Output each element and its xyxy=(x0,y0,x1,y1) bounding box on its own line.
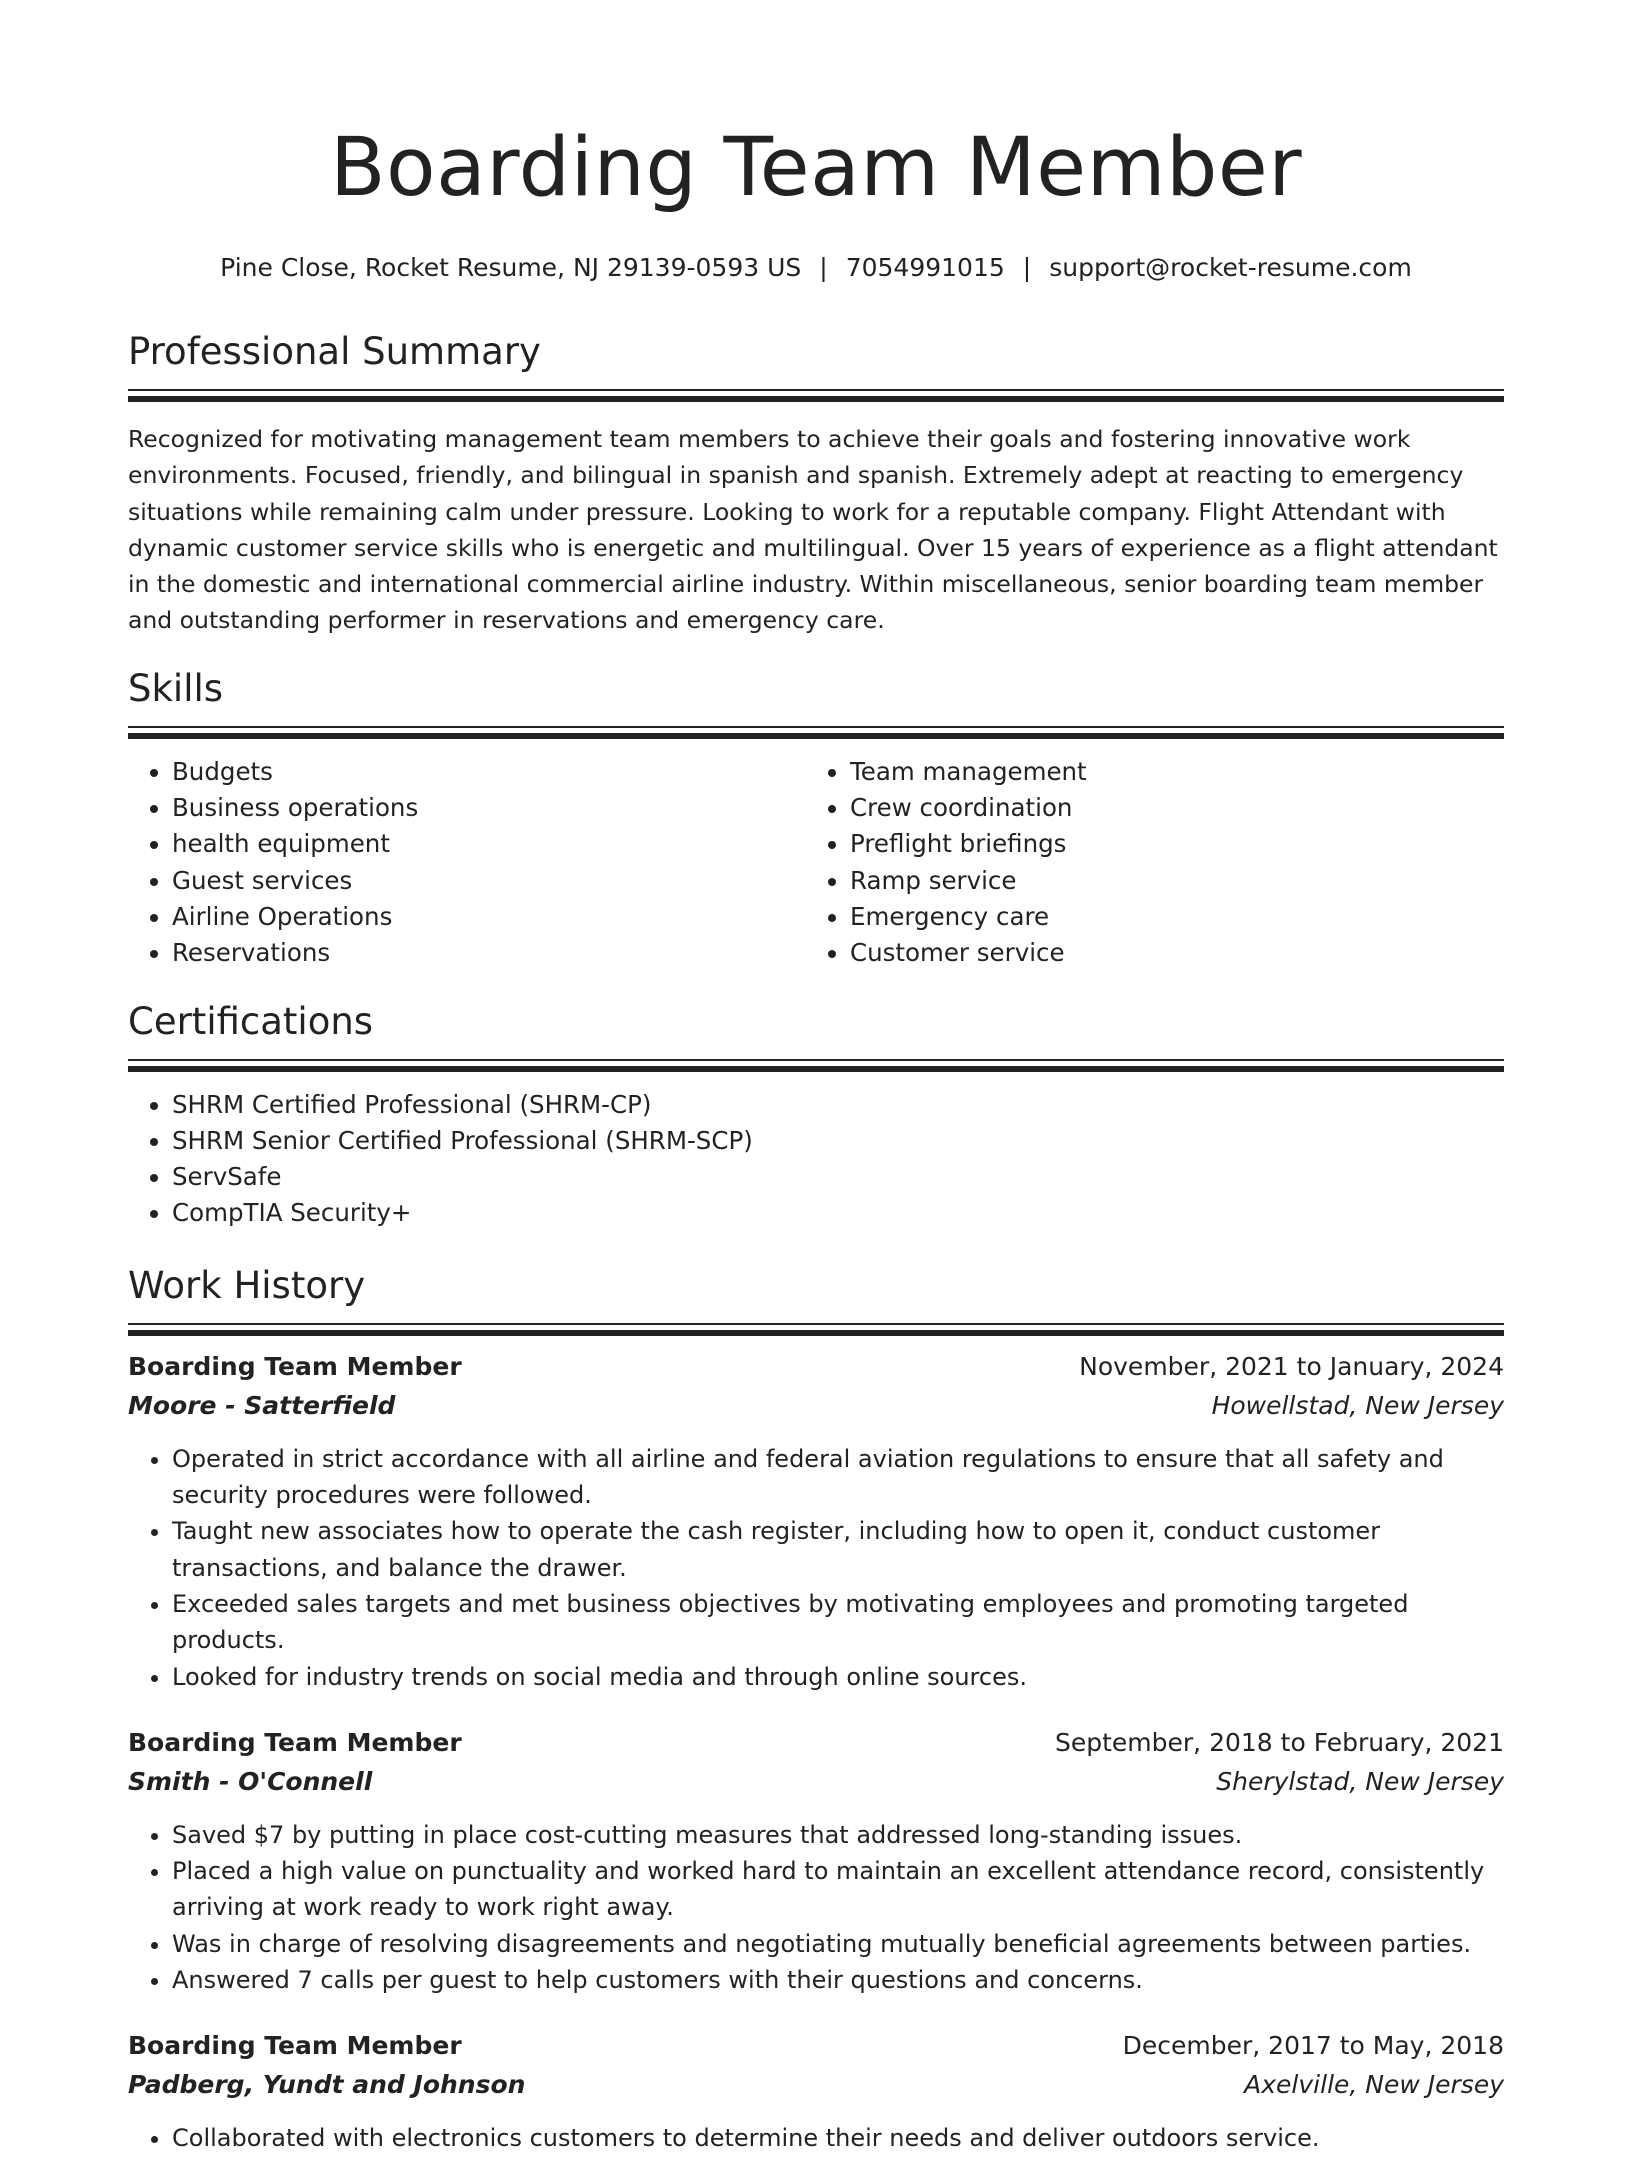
job-company-row xyxy=(128,2065,1504,2104)
skill-item: • Preflight briefings xyxy=(850,826,1484,862)
certification-item: • CompTIA Security+ xyxy=(172,1195,1504,1231)
skill-item: • Business operations xyxy=(172,790,806,826)
resume-page xyxy=(128,0,1504,2157)
section-heading-summary: Professional Summary xyxy=(128,330,541,373)
job-entry xyxy=(128,2026,1504,2156)
professional-summary-section xyxy=(128,328,1504,639)
job-bullet: • Collaborated with electronics customers to determine their needs and deliver outdoors service. xyxy=(172,2120,1504,2156)
job-entry xyxy=(128,1723,1504,1998)
section-heading-skills: Skills xyxy=(128,666,224,710)
certification-item: • SHRM Certified Professional (SHRM-CP) xyxy=(172,1087,1504,1123)
job-title: Boarding Team Member xyxy=(128,2031,462,2061)
job-bullet: • Placed a high value on punctuality and worked hard to maintain an excellent attendance record, consistently arriving at work ready to work right away. xyxy=(172,1853,1504,1926)
section-heading-work-history: Work History xyxy=(128,1263,366,1307)
skill-item: • Budgets xyxy=(172,754,806,790)
job-location: Sherylstad, New Jersey xyxy=(1216,1766,1504,1796)
job-bullet: • Looked for industry trends on social media and through online sources. xyxy=(172,1659,1504,1695)
job-company: Padberg, Yundt and Johnson xyxy=(128,2070,526,2100)
job-company-row xyxy=(128,1386,1504,1425)
job-location: Axelville, New Jersey xyxy=(1244,2070,1504,2100)
job-bullet-list xyxy=(128,1817,1504,1998)
job-company: Smith - O'Connell xyxy=(128,1766,373,1796)
contact-separator: | xyxy=(819,253,828,282)
contact-address: Pine Close, Rocket Resume, NJ 29139-0593 US xyxy=(220,253,802,282)
contact-separator: | xyxy=(1022,253,1032,282)
skill-item: • Crew coordination xyxy=(850,790,1484,826)
job-dates: November, 2021 to January, 2024 xyxy=(1079,1351,1504,1381)
job-bullet: • Taught new associates how to operate the cash register, including how to open it, conduct customer transactions, and balance the drawer. xyxy=(172,1513,1504,1586)
skill-item: • Reservations xyxy=(172,935,806,971)
section-divider xyxy=(128,726,1504,728)
skills-column-left xyxy=(128,754,806,972)
section-heading-certifications: Certifications xyxy=(128,999,374,1043)
skills-column-right xyxy=(806,754,1484,972)
section-divider xyxy=(128,1323,1504,1325)
work-history-section xyxy=(128,1262,1504,2157)
resume-name: Boarding Team Member xyxy=(329,121,1303,215)
certifications-list xyxy=(128,1087,1504,1232)
skill-item: • Emergency care xyxy=(850,899,1484,935)
certification-item: • SHRM Senior Certified Professional (SHRM-SCP) xyxy=(172,1123,1504,1159)
contact-line xyxy=(128,252,1504,284)
contact-phone: 7054991015 xyxy=(845,253,1005,282)
job-bullet: • Was in charge of resolving disagreements and negotiating mutually beneficial agreements between parties. xyxy=(172,1926,1504,1962)
certification-item: • ServSafe xyxy=(172,1159,1504,1195)
job-title: Boarding Team Member xyxy=(128,1727,462,1757)
job-title-row xyxy=(128,1723,1504,1762)
job-bullet-list xyxy=(128,1441,1504,1695)
section-divider xyxy=(128,1059,1504,1061)
job-dates: September, 2018 to February, 2021 xyxy=(1055,1727,1504,1757)
skill-item: • Team management xyxy=(850,754,1484,790)
skill-item: • Ramp service xyxy=(850,863,1484,899)
contact-email: support@rocket-resume.com xyxy=(1049,253,1412,282)
job-company: Moore - Satterfield xyxy=(128,1390,396,1420)
skill-item: • Customer service xyxy=(850,935,1484,971)
job-dates: December, 2017 to May, 2018 xyxy=(1122,2031,1504,2061)
job-company-row xyxy=(128,1762,1504,1801)
skill-item: • health equipment xyxy=(172,826,806,862)
summary-text: Recognized for motivating management team members to achieve their goals and fostering innovative work environments. Focused, friendly, and bilingual in spanish and spanish. Extremely adept at reacting to emergency situations while remaining calm under pressure. Looking to work for a reputable company. Flight Attendant with dynamic customer service skills who is energetic and multilingual. Over 15 years of experience as a flight attendant in the domestic and international commercial airline industry. Within miscellaneous, senior boarding team member and outstanding performer in reservations and emergency care. xyxy=(128,425,1498,635)
section-divider xyxy=(128,389,1504,391)
certifications-section xyxy=(128,998,1504,1232)
job-bullet: • Answered 7 calls per guest to help customers with their questions and concerns. xyxy=(172,1962,1504,1998)
job-bullet: • Saved $7 by putting in place cost-cutting measures that addressed long-standing issues. xyxy=(172,1817,1504,1853)
skill-item: • Airline Operations xyxy=(172,899,806,935)
skills-grid xyxy=(128,754,1504,972)
job-title: Boarding Team Member xyxy=(128,1351,462,1381)
job-location: Howellstad, New Jersey xyxy=(1211,1390,1504,1420)
skill-item: • Guest services xyxy=(172,863,806,899)
job-bullet: • Exceeded sales targets and met business objectives by motivating employees and promoting targeted products. xyxy=(172,1586,1504,1659)
skills-section xyxy=(128,665,1504,972)
job-bullet: • Operated in strict accordance with all airline and federal aviation regulations to ensure that all safety and security procedures were followed. xyxy=(172,1441,1504,1514)
job-title-row xyxy=(128,1347,1504,1386)
job-bullet-list xyxy=(128,2120,1504,2156)
job-title-row xyxy=(128,2026,1504,2065)
job-entry xyxy=(128,1347,1504,1695)
